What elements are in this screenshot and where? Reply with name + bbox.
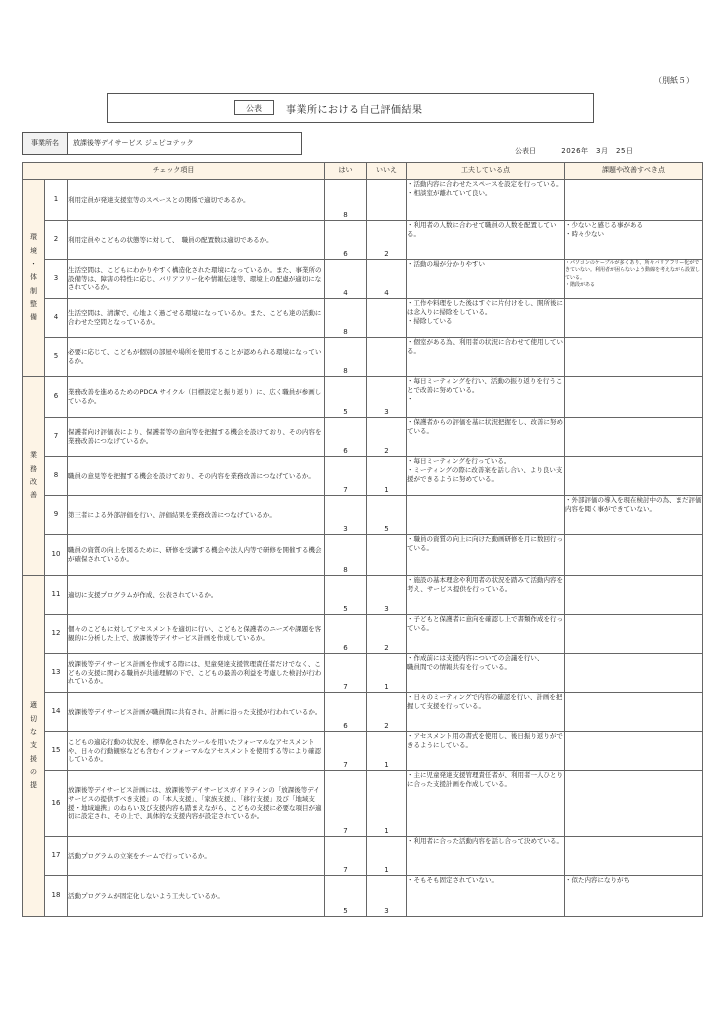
- effort-line: ・子どもと保護者に意向を確認し上で書類作成を行っている。: [407, 615, 563, 632]
- effort-line: ・利用者に合った活動内容を話し合って決めている。: [407, 837, 563, 845]
- check-item-text: 利用定員が発達支援室等のスペースとの関係で適切であるか。: [68, 180, 325, 221]
- effort-cell: [407, 693, 565, 732]
- effort-line: ・そもそも固定されていない。: [407, 876, 498, 884]
- effort-cell: [407, 732, 565, 771]
- yes-count: 5: [325, 576, 367, 615]
- check-item-text: 第三者による外部評価を行い、評価結果を業務改善につなげているか。: [68, 496, 325, 535]
- no-count: 1: [367, 732, 407, 771]
- table-row: [23, 615, 703, 654]
- table-row: [23, 180, 703, 221]
- page-title: 事業所における自己評価結果: [286, 105, 423, 116]
- check-item-text: 生活空間は、清潔で、心地よく過ごせる環境になっているか。また、こども達の活動に合わせた空間となっているか。: [68, 299, 325, 338]
- no-count: 3: [367, 876, 407, 917]
- item-number: 13: [45, 654, 68, 693]
- effort-line: ・施設の基本理念や利用者の状況を踏みて活動内容を考え、サービス提供を行っている。: [407, 576, 563, 593]
- table-row: [23, 876, 703, 917]
- item-number: 8: [45, 457, 68, 496]
- no-count: 1: [367, 654, 407, 693]
- effort-cell: [407, 576, 565, 615]
- issue-cell: [565, 654, 703, 693]
- effort-line: ・作成前には支援内容についての会議を行い、: [407, 654, 544, 662]
- effort-line: ・掃除している: [407, 316, 453, 325]
- header-issue: 課題や改善すべき点: [565, 163, 703, 180]
- no-count: 2: [367, 615, 407, 654]
- issue-line: ・少ないと感じる事がある: [565, 221, 643, 229]
- effort-cell: [407, 338, 565, 377]
- yes-count: 5: [325, 876, 367, 917]
- annex-label: （別紙５）: [654, 76, 694, 85]
- no-count: 5: [367, 496, 407, 535]
- table-row: [23, 732, 703, 771]
- effort-line: ・個室がある為、利用者の状況に合わせて使用している。: [407, 338, 563, 355]
- issue-cell: [565, 221, 703, 260]
- issue-line: ・パソコンのケーブルが多くあり、所々バリアフリー化ができていない。利用者が困らないよう動線を考えながら設置している。: [565, 260, 701, 281]
- table-header-row: [23, 163, 703, 180]
- effort-line: ・アセスメント用の書式を使用し、後日振り返りができるようにしている。: [407, 732, 563, 749]
- issue-cell: [565, 299, 703, 338]
- effort-cell: [407, 876, 565, 917]
- item-number: 6: [45, 377, 68, 418]
- office-box: [22, 132, 302, 155]
- yes-count: 8: [325, 299, 367, 338]
- no-count: 1: [367, 457, 407, 496]
- public-tag: 公表: [234, 100, 274, 115]
- item-number: 18: [45, 876, 68, 917]
- effort-cell: [407, 535, 565, 576]
- effort-line: 職員間での情報共有を行っている。: [407, 662, 511, 671]
- effort-cell: [407, 615, 565, 654]
- effort-cell: [407, 654, 565, 693]
- yes-count: 8: [325, 338, 367, 377]
- effort-cell: [407, 299, 565, 338]
- item-number: 3: [45, 260, 68, 299]
- check-item-text: 適切に支援プログラムが作成、公表されているか。: [68, 576, 325, 615]
- no-count: 1: [367, 771, 407, 837]
- no-count: 2: [367, 418, 407, 457]
- check-item-text: 放課後等デイサービス計画を作成する際には、児童発達支援管理責任者だけでなく、こどもの支援に関わる職員が共通理解の下で、こどもの最善の利益を考慮した検討が行われているか。: [68, 654, 325, 693]
- yes-count: 6: [325, 221, 367, 260]
- no-count: [367, 180, 407, 221]
- category-label: 環 境 ・ 体 制 整 備: [23, 180, 45, 377]
- check-item-text: 放課後等デイサービス計画が職員間に共有され、計画に沿った支援が行われているか。: [68, 693, 325, 732]
- check-item-text: こどもの適応行動の状況を、標準化されたツールを用いたフォーマルなアセスメントや、日々の行動観察なども含むインフォーマルなアセスメントを使用する等により確認しているか。: [68, 732, 325, 771]
- no-count: 2: [367, 221, 407, 260]
- effort-line: ・毎日ミーティングを行い、活動の振り返りを行うことで改善に努めている。: [407, 377, 563, 394]
- yes-count: 5: [325, 377, 367, 418]
- publish-date: [515, 146, 633, 156]
- effort-line: ・主に児童発達支援管理責任者が、利用者一人ひとりに合った支援計画を作成している。: [407, 771, 563, 788]
- issue-cell: [565, 876, 703, 917]
- effort-line: ・日々のミーティングで内容の確認を行い、計画を把握して支援を行っている。: [407, 693, 563, 710]
- item-number: 1: [45, 180, 68, 221]
- table-row: [23, 693, 703, 732]
- check-item-text: 生活空間は、こどもにわかりやすく構造化された環境になっているか。また、事業所の設備等は、障害の特性に応じ、バリアフリー化や情報伝達等、環境上の配慮が適切になされているか。: [68, 260, 325, 299]
- effort-line: ・ミーティングの際に改善案を話し合い、より良い支援ができるように努めている。: [407, 465, 563, 483]
- item-number: 2: [45, 221, 68, 260]
- table-row: [23, 535, 703, 576]
- effort-line: ・活動の場が分かりやすい: [407, 260, 485, 268]
- evaluation-table: [22, 162, 703, 917]
- issue-cell: [565, 615, 703, 654]
- no-count: 1: [367, 837, 407, 876]
- effort-line: ・相談室が離れていて良い。: [407, 188, 492, 197]
- issue-cell: [565, 338, 703, 377]
- no-count: 4: [367, 260, 407, 299]
- item-number: 16: [45, 771, 68, 837]
- no-count: [367, 535, 407, 576]
- effort-cell: [407, 260, 565, 299]
- check-item-text: 活動プログラムが固定化しないよう工夫しているか。: [68, 876, 325, 917]
- item-number: 9: [45, 496, 68, 535]
- no-count: [367, 299, 407, 338]
- issue-line: ・時々少ない: [565, 229, 604, 238]
- table-row: [23, 338, 703, 377]
- check-item-text: 利用定員やこどもの状態等に対して、 職員の配置数は適切であるか。: [68, 221, 325, 260]
- item-number: 15: [45, 732, 68, 771]
- check-item-text: 必要に応じて、こどもが個別の部屋や場所を使用することが認められる環境になっているか。: [68, 338, 325, 377]
- table-row: [23, 299, 703, 338]
- publish-date-value: 2026年 3月 25日: [561, 147, 634, 155]
- effort-cell: [407, 457, 565, 496]
- table-row: [23, 221, 703, 260]
- no-count: 2: [367, 693, 407, 732]
- header-effort: 工夫している点: [407, 163, 565, 180]
- table-row: [23, 418, 703, 457]
- no-count: 3: [367, 576, 407, 615]
- publish-label: 公表日: [515, 147, 536, 155]
- yes-count: 7: [325, 771, 367, 837]
- effort-cell: [407, 377, 565, 418]
- office-name: 放課後等デイサービス ジュピコテック: [73, 139, 194, 147]
- issue-cell: [565, 457, 703, 496]
- table-row: [23, 837, 703, 876]
- issue-cell: [565, 732, 703, 771]
- table-row: [23, 496, 703, 535]
- table-row: [23, 260, 703, 299]
- issue-line: ・階段がある: [565, 281, 596, 288]
- issue-cell: [565, 496, 703, 535]
- effort-cell: [407, 180, 565, 221]
- issue-cell: [565, 837, 703, 876]
- category-label: 業 務 改 善: [23, 377, 45, 576]
- item-number: 12: [45, 615, 68, 654]
- issue-cell: [565, 377, 703, 418]
- effort-line: ・工作や料理をした後はすぐに片付けをし、開所後には念入りに掃除をしている。: [407, 299, 563, 316]
- issue-cell: [565, 418, 703, 457]
- table-row: [23, 377, 703, 418]
- issue-cell: [565, 771, 703, 837]
- effort-line: ・毎日ミーティングを行っている。: [407, 457, 511, 465]
- yes-count: 7: [325, 457, 367, 496]
- issue-cell: [565, 693, 703, 732]
- check-item-text: 職員の資質の向上を図るために、研修を受講する機会や法人内等で研修を開催する機会が確保されているか。: [68, 535, 325, 576]
- item-number: 7: [45, 418, 68, 457]
- yes-count: 3: [325, 496, 367, 535]
- effort-cell: [407, 496, 565, 535]
- office-label: 事業所名: [23, 133, 68, 154]
- item-number: 5: [45, 338, 68, 377]
- category-label: 適 切 な 支 援 の 提: [23, 576, 45, 917]
- yes-count: 6: [325, 615, 367, 654]
- no-count: [367, 338, 407, 377]
- issue-cell: [565, 260, 703, 299]
- check-item-text: 職員の意見等を把握する機会を設けており、その内容を業務改善につなげているか。: [68, 457, 325, 496]
- yes-count: 4: [325, 260, 367, 299]
- issue-line: ・似た内容になりがち: [565, 876, 630, 884]
- header-yes: はい: [325, 163, 367, 180]
- yes-count: 6: [325, 693, 367, 732]
- check-item-text: 放課後等デイサービス計画には、放課後等デイサービスガイドラインの「放課後等デイサービスの提供すべき支援」の「本人支援」、「家族支援」、「移行支援」及び「地域支援・地域連携」のねらい及び支援内容も踏まえながら、こどもの支援に必要な項目が適切に設定され、その上で、具体的な支援内容が設定されているか。: [68, 771, 325, 837]
- item-number: 10: [45, 535, 68, 576]
- effort-cell: [407, 771, 565, 837]
- yes-count: 8: [325, 180, 367, 221]
- item-number: 11: [45, 576, 68, 615]
- check-item-text: 保護者向け評価表により、保護者等の意向等を把握する機会を設けており、その内容を業務改善につなげているか。: [68, 418, 325, 457]
- no-count: 3: [367, 377, 407, 418]
- item-number: 4: [45, 299, 68, 338]
- effort-cell: [407, 837, 565, 876]
- table-row: [23, 654, 703, 693]
- issue-cell: [565, 576, 703, 615]
- header-check: チェック項目: [23, 163, 325, 180]
- effort-cell: [407, 418, 565, 457]
- table-row: [23, 576, 703, 615]
- title-box: [107, 93, 594, 123]
- effort-line: ・職員の資質の向上に向けた動画研修を月に数回行っている。: [407, 535, 563, 552]
- check-item-text: 活動プログラムの立案をチームで行っているか。: [68, 837, 325, 876]
- issue-line: ・外部評価の導入を現在検討中の為、まだ評価内容を聞く事ができていない。: [565, 496, 702, 513]
- issue-cell: [565, 180, 703, 221]
- table-row: [23, 457, 703, 496]
- effort-line: ・: [407, 394, 414, 403]
- issue-cell: [565, 535, 703, 576]
- check-item-text: 個々のこどもに対してアセスメントを適切に行い、こどもと保護者のニーズや課題を客観的に分析した上で、放課後等デイサービス計画を作成しているか。: [68, 615, 325, 654]
- yes-count: 7: [325, 837, 367, 876]
- item-number: 14: [45, 693, 68, 732]
- item-number: 17: [45, 837, 68, 876]
- yes-count: 6: [325, 418, 367, 457]
- yes-count: 7: [325, 732, 367, 771]
- header-no: いいえ: [367, 163, 407, 180]
- yes-count: 8: [325, 535, 367, 576]
- effort-line: ・活動内容に合わせたスペースを設定を行っている。: [407, 180, 563, 188]
- effort-line: ・利用者の人数に合わせて職員の人数を配置している。: [407, 221, 557, 238]
- yes-count: 7: [325, 654, 367, 693]
- effort-cell: [407, 221, 565, 260]
- table-row: [23, 771, 703, 837]
- check-item-text: 業務改善を進めるためのPDCA サイクル（目標設定と振り返り）に、広く職員が参画しているか。: [68, 377, 325, 418]
- effort-line: ・保護者からの評価を基に状況把握をし、改善に努めている。: [407, 418, 563, 435]
